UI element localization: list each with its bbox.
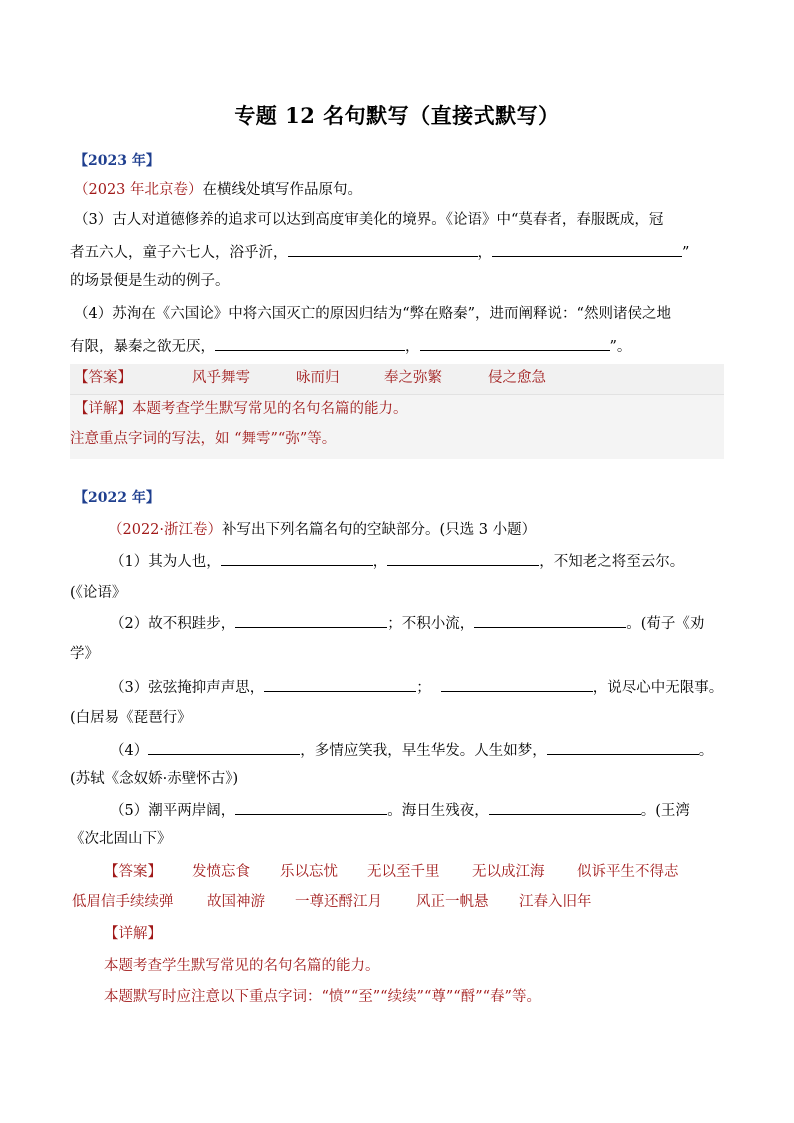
answer-row2-2022 (72, 892, 592, 912)
source-label-2022: （2022·浙江卷） (108, 522, 223, 538)
q3-line1-2023: （3）古人对道德修养的追求可以达到高度审美化的境界。《论语》中“莫春者，春服既成，冠 (74, 212, 664, 228)
year-heading-2022: 【2022 年】 (74, 490, 160, 506)
source-label-2023: （2023 年北京卷） (74, 182, 203, 198)
detail-line1-2022: 本题考查学生默写常见的名句名篇的能力。 (104, 958, 380, 974)
blank-input[interactable] (420, 336, 610, 351)
answer-item: 发愤忘食 (192, 864, 250, 880)
blank-input[interactable] (215, 336, 405, 351)
blank-input[interactable] (235, 613, 387, 628)
detail-label: 【详解】 (74, 401, 132, 417)
q3-source-2022: (白居易《琵琶行》 (70, 710, 192, 726)
answer-item: 江春入旧年 (519, 894, 592, 910)
question-text: 。(王湾 (640, 803, 690, 819)
question-text: （1）其为人也， (110, 554, 221, 570)
separator: ； (416, 680, 431, 696)
q4-line1-2023: （4）苏洵在《六国论》中将六国灭亡的原因归结为“弊在赂秦”，进而阐释说：“然则诸侯之地 (74, 306, 671, 322)
separator: ， (372, 554, 388, 570)
closing-quote: ”。 (609, 339, 632, 355)
q3-text-2023: 者五六人，童子六七人，浴乎沂， (70, 245, 288, 261)
q4-source-2022: (苏轼《念奴娇·赤壁怀古》) (70, 771, 239, 787)
q3-line-2022 (110, 677, 723, 698)
question-text: （2）故不积跬步， (110, 616, 236, 632)
blank-input[interactable] (474, 613, 626, 628)
intro-text-2022: 补写出下列名篇名句的空缺部分。(只选 3 小题） (222, 522, 537, 538)
detail-line2-2022: 本题默写时应注意以下重点字词：“愤”“至”“续续”“尊”“酹”“春”等。 (104, 989, 541, 1005)
blank-input[interactable] (288, 242, 478, 257)
question-text: （3）弦弦掩抑声声思， (110, 680, 265, 696)
q4-line-2022 (110, 740, 713, 761)
q3-line2-2023 (70, 242, 689, 263)
q4-line2-2023 (70, 336, 631, 357)
blank-input[interactable] (492, 242, 682, 257)
question-text: （5）潮平两岸阔， (110, 803, 236, 819)
answer-label: 【答案】 (104, 864, 162, 880)
q1-line-2022 (110, 551, 684, 572)
intro-text-2023: 在横线处填写作品原句。 (202, 182, 363, 198)
question-intro-2022 (108, 520, 536, 540)
answer-item: 无以成江海 (472, 864, 545, 880)
q5-line-2022 (110, 800, 690, 821)
detail-line1-2023 (74, 399, 408, 419)
blank-input[interactable] (148, 740, 300, 755)
question-text: ；不积小流， (387, 616, 475, 632)
answer-item: 一尊还酹江月 (295, 894, 382, 910)
q4-text-2023: 有限，暴秦之欲无厌， (70, 339, 215, 355)
blank-input[interactable] (221, 551, 373, 566)
year-heading-2023: 【2023 年】 (74, 153, 160, 169)
q2-source-2022: 学》 (70, 646, 99, 662)
blank-input[interactable] (441, 677, 593, 692)
blank-input[interactable] (264, 677, 416, 692)
q5-source-2022: 《次北固山下》 (70, 831, 172, 847)
blank-input[interactable] (547, 740, 699, 755)
answer-item: 咏而归 (296, 370, 340, 386)
q3-line3-2023: 的场景便是生动的例子。 (70, 273, 230, 289)
question-text: （4） (110, 743, 149, 759)
blank-input[interactable] (387, 551, 539, 566)
answer-item: 乐以忘忧 (280, 864, 338, 880)
answer-item: 故国神游 (207, 894, 265, 910)
separator: ， (477, 245, 492, 261)
separator: ， (405, 339, 420, 355)
question-text: ，多情应笑我，早生华发。人生如梦， (300, 743, 547, 759)
question-intro-2023 (74, 180, 362, 200)
detail-line2-2023: 注意重点字词的写法，如 “舞雩”“弥”等。 (70, 431, 337, 447)
question-text: 。(荀子《劝 (626, 616, 705, 632)
question-text: ，说尽心中无限事。 (592, 680, 724, 696)
question-text: 。海日生残夜， (387, 803, 489, 819)
answer-item: 奉之弥繁 (384, 370, 442, 386)
answer-row-2023 (74, 368, 546, 388)
closing-quote: ” (682, 245, 690, 261)
q2-line-2022 (110, 613, 704, 634)
blank-input[interactable] (489, 800, 641, 815)
detail-label-2022: 【详解】 (104, 926, 162, 942)
answer-label: 【答案】 (74, 370, 132, 386)
q1-source-2022: (《论语》 (70, 585, 127, 601)
blank-input[interactable] (235, 800, 387, 815)
question-text: 。 (698, 743, 714, 759)
answer-item: 风乎舞雩 (192, 370, 250, 386)
answer-item: 低眉信手续续弹 (72, 894, 174, 910)
answer-item: 侵之愈急 (488, 370, 546, 386)
answer-item: 无以至千里 (367, 864, 440, 880)
question-text: ，不知老之将至云尔。 (539, 554, 685, 570)
detail-text: 本题考查学生默写常见的名句名篇的能力。 (132, 401, 408, 417)
page-title: 专题 12 名句默写（直接式默写） (234, 103, 560, 128)
answer-item: 似诉平生不得志 (577, 864, 679, 880)
answer-item: 风正一帆悬 (416, 894, 489, 910)
answer-row1-2022 (104, 862, 679, 882)
